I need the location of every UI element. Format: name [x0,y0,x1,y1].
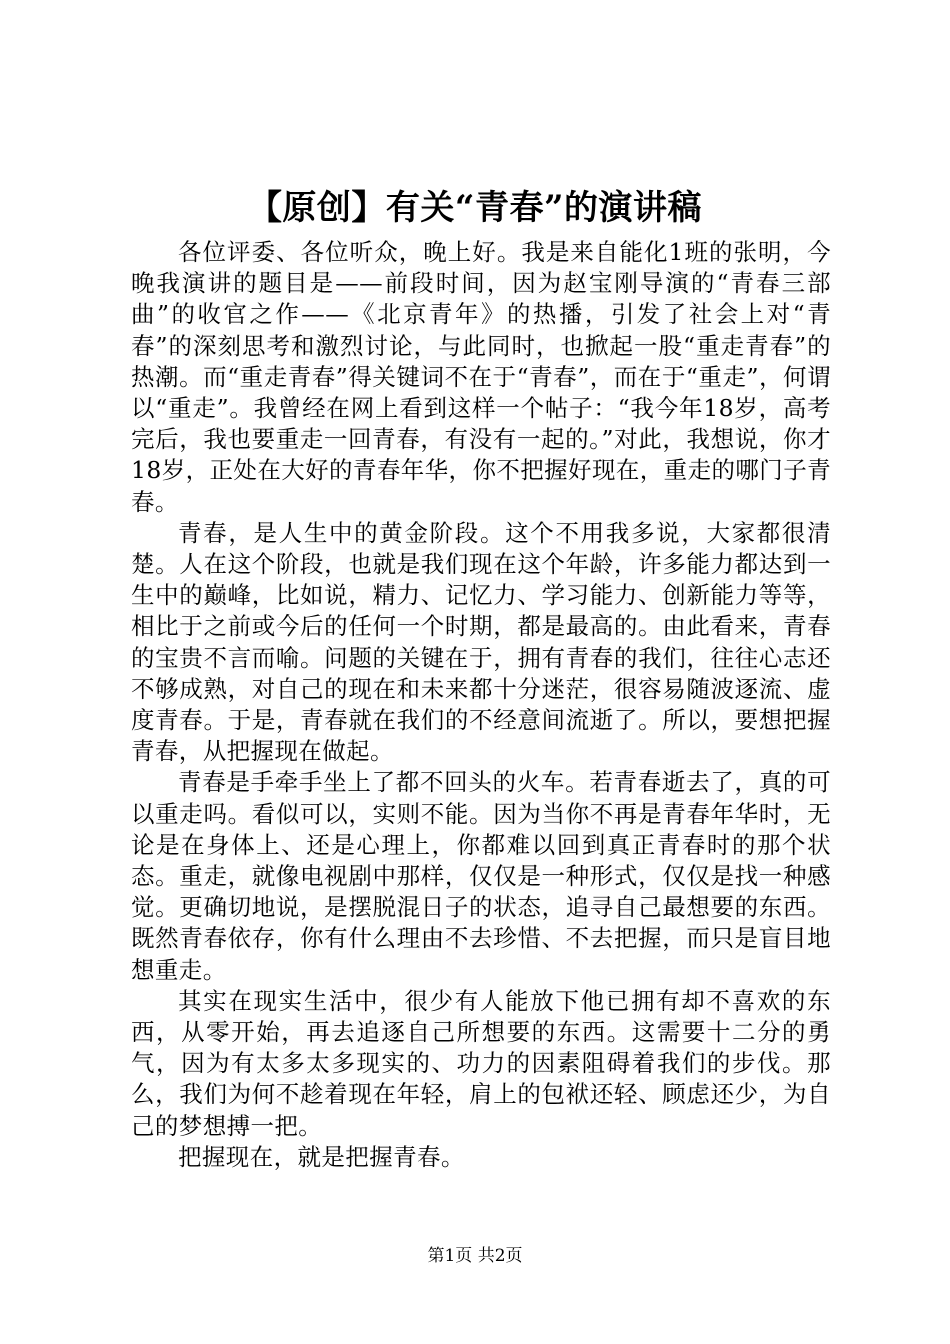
document-title: 【原创】有关“青春”的演讲稿 [247,188,703,228]
paragraph: 青春，是人生中的黄金阶段。这个不用我多说，大家都很清楚。人在这个阶段，也就是我们现在这个年龄，许多能力都达到一生中的巅峰，比如说，精力、记忆力、学习能力、创新能力等等，相比于之前或今后的任何一个时期，都是最高的。由此看来，青春的宝贵不言而喻。问题的关键在于，拥有青春的我们，往往心志还不够成熟，对自己的现在和未来都十分迷茫，很容易随波逐流、虚度青春。于是，青春就在我们的不经意间流逝了。所以，要想把握青春，从把握现在做起。 [131,518,831,766]
paragraph: 青春是手牵手坐上了都不回头的火车。若青春逝去了，真的可以重走吗。看似可以，实则不能。因为当你不再是青春年华时，无论是在身体上、还是心理上，你都难以回到真正青春时的那个状态。重走，就像电视剧中那样，仅仅是一种形式，仅仅是找一种感觉。更确切地说，是摆脱混日子的状态，追寻自己最想要的东西。既然青春依存，你有什么理由不去珍惜、不去把握，而只是盲目地想重走。 [131,768,831,984]
document-body [131,237,831,1173]
paragraph: 把握现在，就是把握青春。 [178,1142,465,1171]
paragraph: 其实在现实生活中，很少有人能放下他已拥有却不喜欢的东西，从零开始，再去追逐自己所想要的东西。这需要十二分的勇气，因为有太多太多现实的、功力的因素阻碍着我们的步伐。那么，我们为何不趁着现在年轻，肩上的包袱还轻、顾虑还少，为自己的梦想搏一把。 [131,986,831,1140]
page-number-footer: 第1页 共2页 [427,1246,523,1266]
paragraph: 各位评委、各位听众，晚上好。我是来自能化1班的张明，今晚我演讲的题目是——前段时间，因为赵宝刚导演的“青春三部曲”的收官之作——《北京青年》的热播，引发了社会上对“青春”的深刻思考和激烈讨论，与此同时，也掀起一股“重走青春”的热潮。而“重走青春”得关键词不在于“青春”，而在于“重走”，何谓以“重走”。我曾经在网上看到这样一个帖子：“我今年18岁，高考完后，我也要重走一回青春，有没有一起的。”对此，我想说，你才18岁，正处在大好的青春年华，你不把握好现在，重走的哪门子青春。 [131,238,831,516]
